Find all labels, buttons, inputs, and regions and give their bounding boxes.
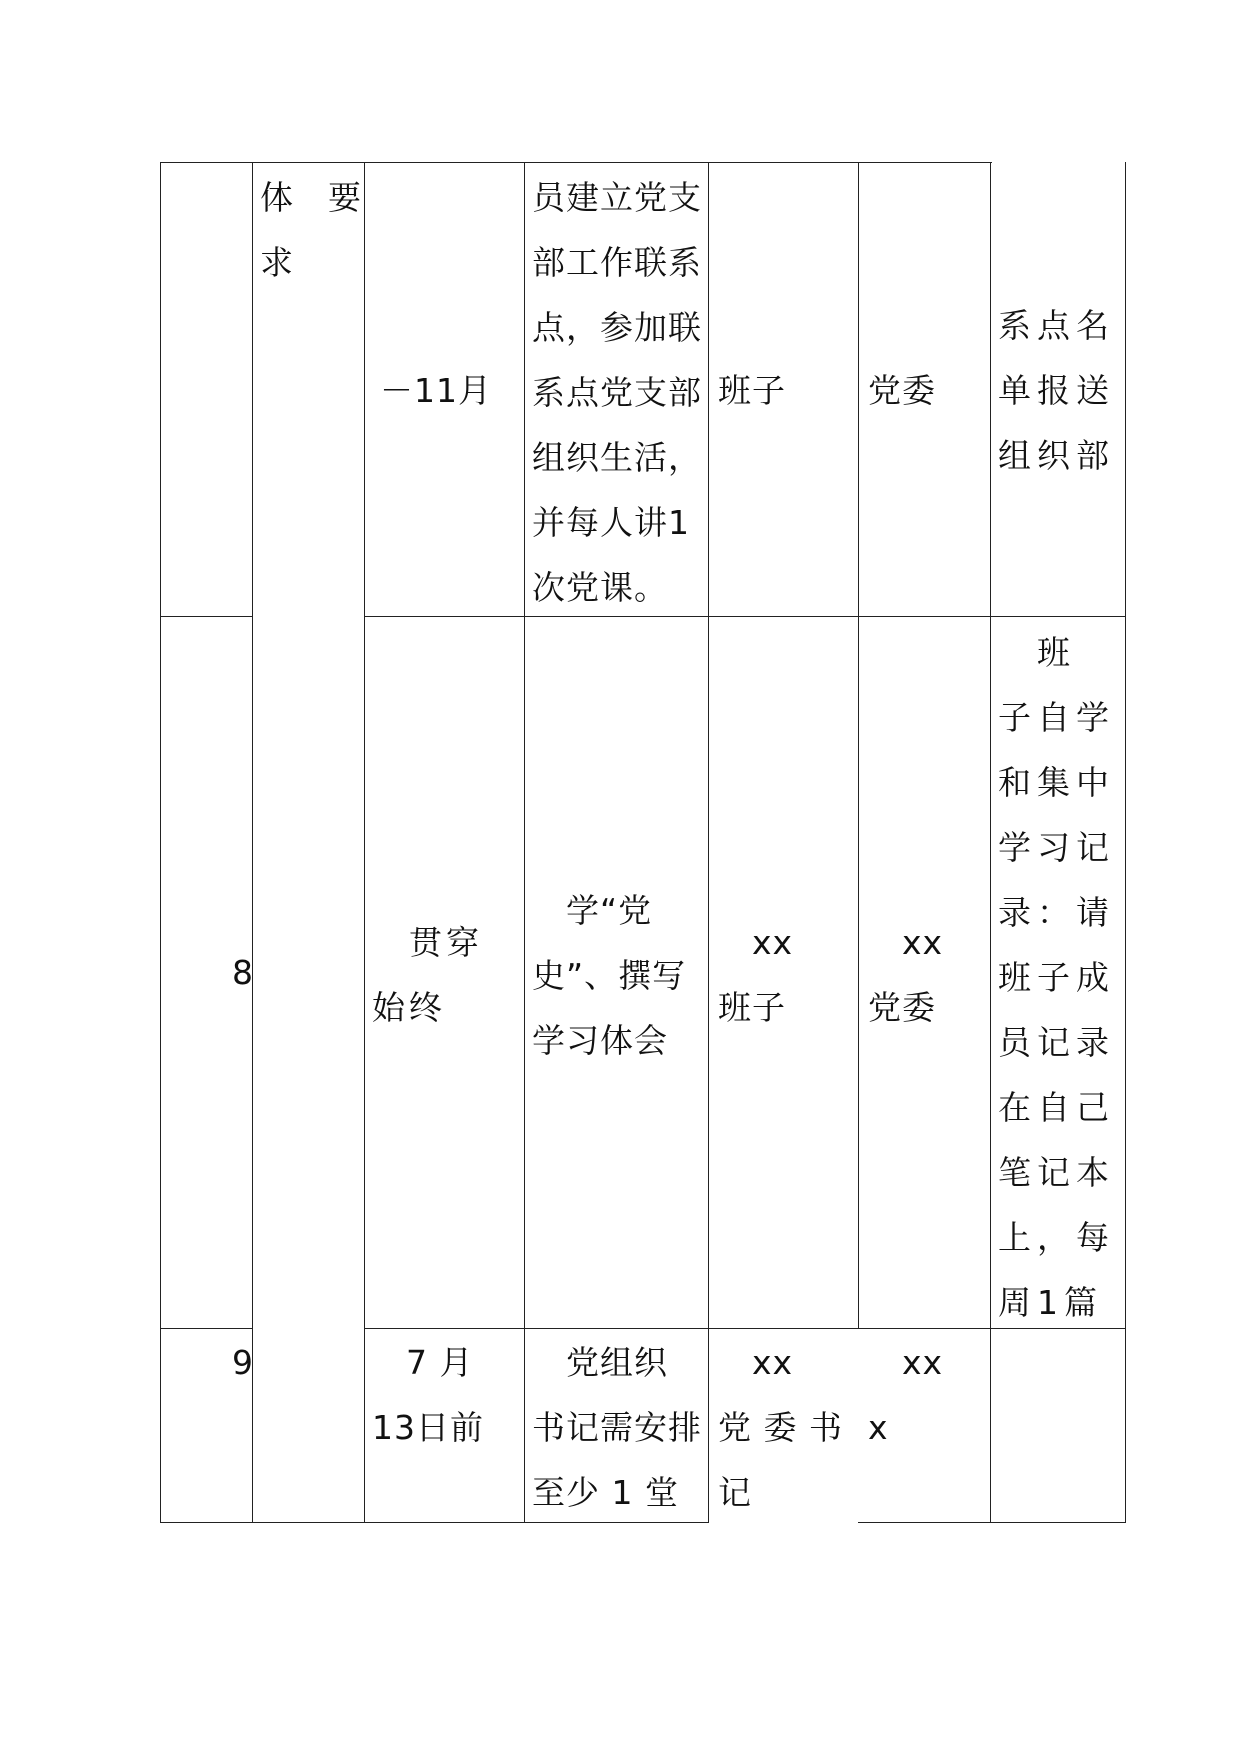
- row1-item-label: 体 要 求: [260, 178, 362, 282]
- row-border-2: [160, 1328, 252, 1329]
- row3-content: 党组织 书记需安排 至少 1 堂: [532, 1343, 702, 1512]
- row-border-1b: [364, 616, 1126, 617]
- row1-time: －11月: [380, 371, 492, 410]
- row2-content: 学“党 史”、撰写 学习体会: [532, 891, 687, 1060]
- col-border-3: [524, 162, 525, 1523]
- row2-time: 贯穿 始终: [372, 923, 483, 1027]
- row-border-bottom-b: [858, 1522, 1126, 1523]
- row-border-top: [160, 162, 992, 163]
- row3-number: 9: [232, 1343, 254, 1382]
- row3-time: 7 月 13日前: [372, 1343, 484, 1447]
- col-border-6: [990, 162, 991, 1523]
- row1-lead: 党委: [868, 371, 936, 410]
- row2-number: 8: [232, 953, 254, 992]
- row1-responsible: 班子: [718, 371, 786, 410]
- col-border-2: [364, 162, 365, 1523]
- col-border-1: [252, 162, 253, 1523]
- col-border-7: [1125, 162, 1126, 1523]
- row1-content: 员建立党支 部工作联系 点，参加联 系点党支部 组织生活， 并每人讲1 次党课。: [532, 178, 702, 607]
- row3-responsible: xx 党 委 书 记: [718, 1343, 843, 1512]
- row3-lead: xx x: [868, 1343, 944, 1447]
- row2-responsible: xx 班子: [718, 923, 794, 1027]
- row2-remark: 班 子自学 和集中 学习记 录：请 班子成 员记录 在自己 笔记本 上，每 周1篇: [998, 633, 1115, 1322]
- row-border-1: [160, 616, 252, 617]
- col-border-4: [708, 162, 709, 1523]
- row2-lead: xx 党委: [868, 923, 944, 1027]
- col-border-0: [160, 162, 161, 1523]
- row1-remark: 系点名 单报送 组织部: [998, 306, 1115, 475]
- col-border-5: [858, 162, 859, 1329]
